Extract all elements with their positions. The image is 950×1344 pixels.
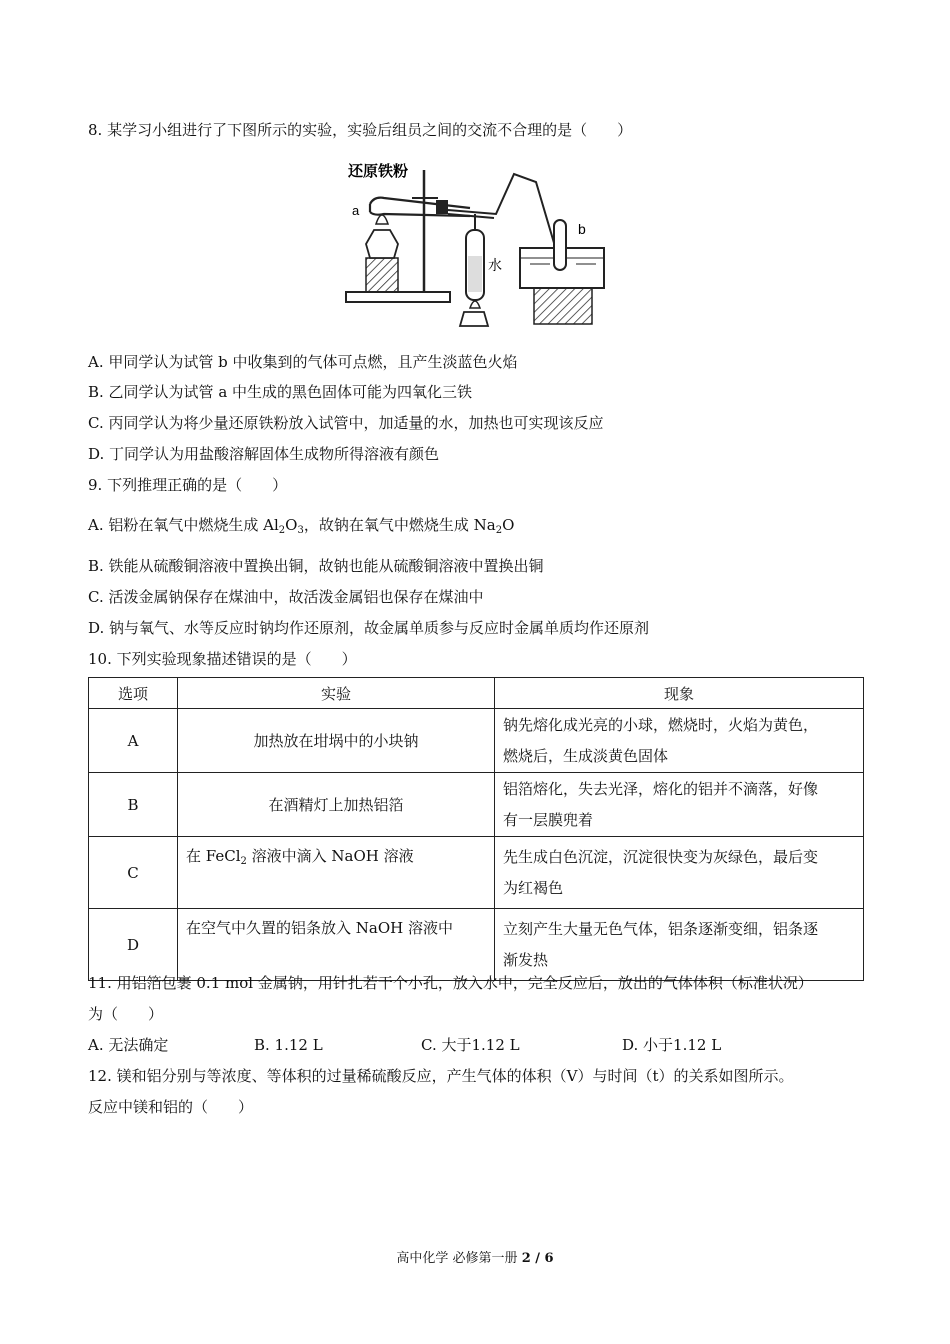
q11-stem-line2: 为（ ） [88, 1005, 164, 1023]
stopper [436, 200, 448, 214]
q11-option-c: C. 大于1.12 L [421, 1036, 520, 1054]
q12-stem-line1: 12. 镁和铝分别与等浓度、等体积的过量稀硫酸反应，产生气体的体积（V）与时间（t）的关系如图所示。 [88, 1067, 794, 1085]
label-a: a [352, 203, 360, 218]
q10-stem: 10. 下列实验现象描述错误的是（ ） [88, 650, 357, 668]
q11-stem-line1: 11. 用铝箔包裹 0.1 mol 金属钠，用针扎若干个小孔，放入水中，完全反应后，放出的气体体积（标准状况） [88, 974, 813, 992]
q11-option-b: B. 1.12 L [254, 1036, 323, 1054]
table-row [89, 773, 864, 837]
q8-option-b: B. 乙同学认为试管 a 中生成的黑色固体可能为四氧化三铁 [88, 383, 473, 401]
row-phenomenon: 钠先熔化成光亮的小球，燃烧时，火焰为黄色， 燃烧后，生成淡黄色固体 [495, 709, 864, 773]
flame-left [376, 215, 388, 224]
page-number: 2 / 6 [521, 1251, 554, 1266]
q8-option-d: D. 丁同学认为用盐酸溶解固体生成物所得溶液有颜色 [88, 445, 440, 463]
row-phenomenon: 铝箔熔化，失去光泽，熔化的铝并不滴落，好像 有一层膜兜着 [495, 773, 864, 837]
q9-option-d: D. 钠与氧气、水等反应时钠均作还原剂，故金属单质参与反应时金属单质均作还原剂 [88, 619, 650, 637]
label-reduced-iron: 还原铁粉 [348, 163, 409, 180]
q8-option-a: A. 甲同学认为试管 b 中收集到的气体可点燃，且产生淡蓝色火焰 [88, 353, 518, 371]
q9-option-b: B. 铁能从硫酸铜溶液中置换出铜，故钠也能从硫酸铜溶液中置换出铜 [88, 557, 544, 575]
page-footer: 高中化学 必修第一册 2 / 6 [396, 1251, 554, 1266]
label-b: b [578, 221, 586, 237]
q9-stem: 9. 下列推理正确的是（ ） [88, 476, 288, 494]
row-option: A [89, 709, 178, 773]
alcohol-lamp-middle [460, 312, 488, 326]
row-experiment: 在空气中久置的铝条放入 NaOH 溶液中 [178, 909, 495, 981]
reaction-tube-a [370, 198, 470, 208]
row-option: D [89, 909, 178, 981]
alcohol-lamp-left [366, 230, 398, 258]
q8-stem: 8. 某学习小组进行了下图所示的实验，实验后组员之间的交流不合理的是（ ） [88, 121, 633, 139]
row-option: B [89, 773, 178, 837]
collection-tube-b [554, 220, 566, 270]
row-phenomenon: 立刻产生大量无色气体，铝条逐渐变细，铝条逐 渐发热 [495, 909, 864, 981]
row-phenomenon: 先生成白色沉淀，沉淀很快变为灰绿色，最后变 为红褐色 [495, 837, 864, 909]
row-experiment: 在 FeCl$_2$ 溶液中滴入 NaOH 溶液 [178, 837, 495, 909]
row-experiment: 加热放在坩埚中的小块钠 [178, 709, 495, 773]
table-header-row [89, 678, 864, 709]
label-water: 水 [488, 257, 502, 273]
table-row [89, 709, 864, 773]
header-option: 选项 [89, 678, 178, 709]
q8-option-c: C. 丙同学认为将少量还原铁粉放入试管中，加适量的水，加热也可实现该反应 [88, 414, 604, 432]
q9-option-c: C. 活泼金属钠保存在煤油中，故活泼金属铝也保存在煤油中 [88, 588, 484, 606]
table-row [89, 909, 864, 981]
q11-option-d: D. 小于1.12 L [622, 1036, 722, 1054]
q9-option-a: A. 铝粉在氧气中燃烧生成 $Al_2O_3$，故钠在氧气中燃烧生成 $Na_2O$ [88, 516, 515, 536]
row-experiment: 在酒精灯上加热铝箔 [178, 773, 495, 837]
header-experiment: 实验 [178, 678, 495, 709]
table-row [89, 837, 864, 909]
header-phenomenon: 现象 [495, 678, 864, 709]
q12-stem-line2: 反应中镁和铝的（ ） [88, 1098, 254, 1116]
q11-option-a: A. 无法确定 [88, 1036, 169, 1054]
iron-steam-apparatus-figure [340, 158, 612, 338]
row-option: C [89, 837, 178, 909]
support-block [366, 258, 398, 292]
stand-base [346, 292, 450, 302]
q10-table [88, 677, 864, 981]
